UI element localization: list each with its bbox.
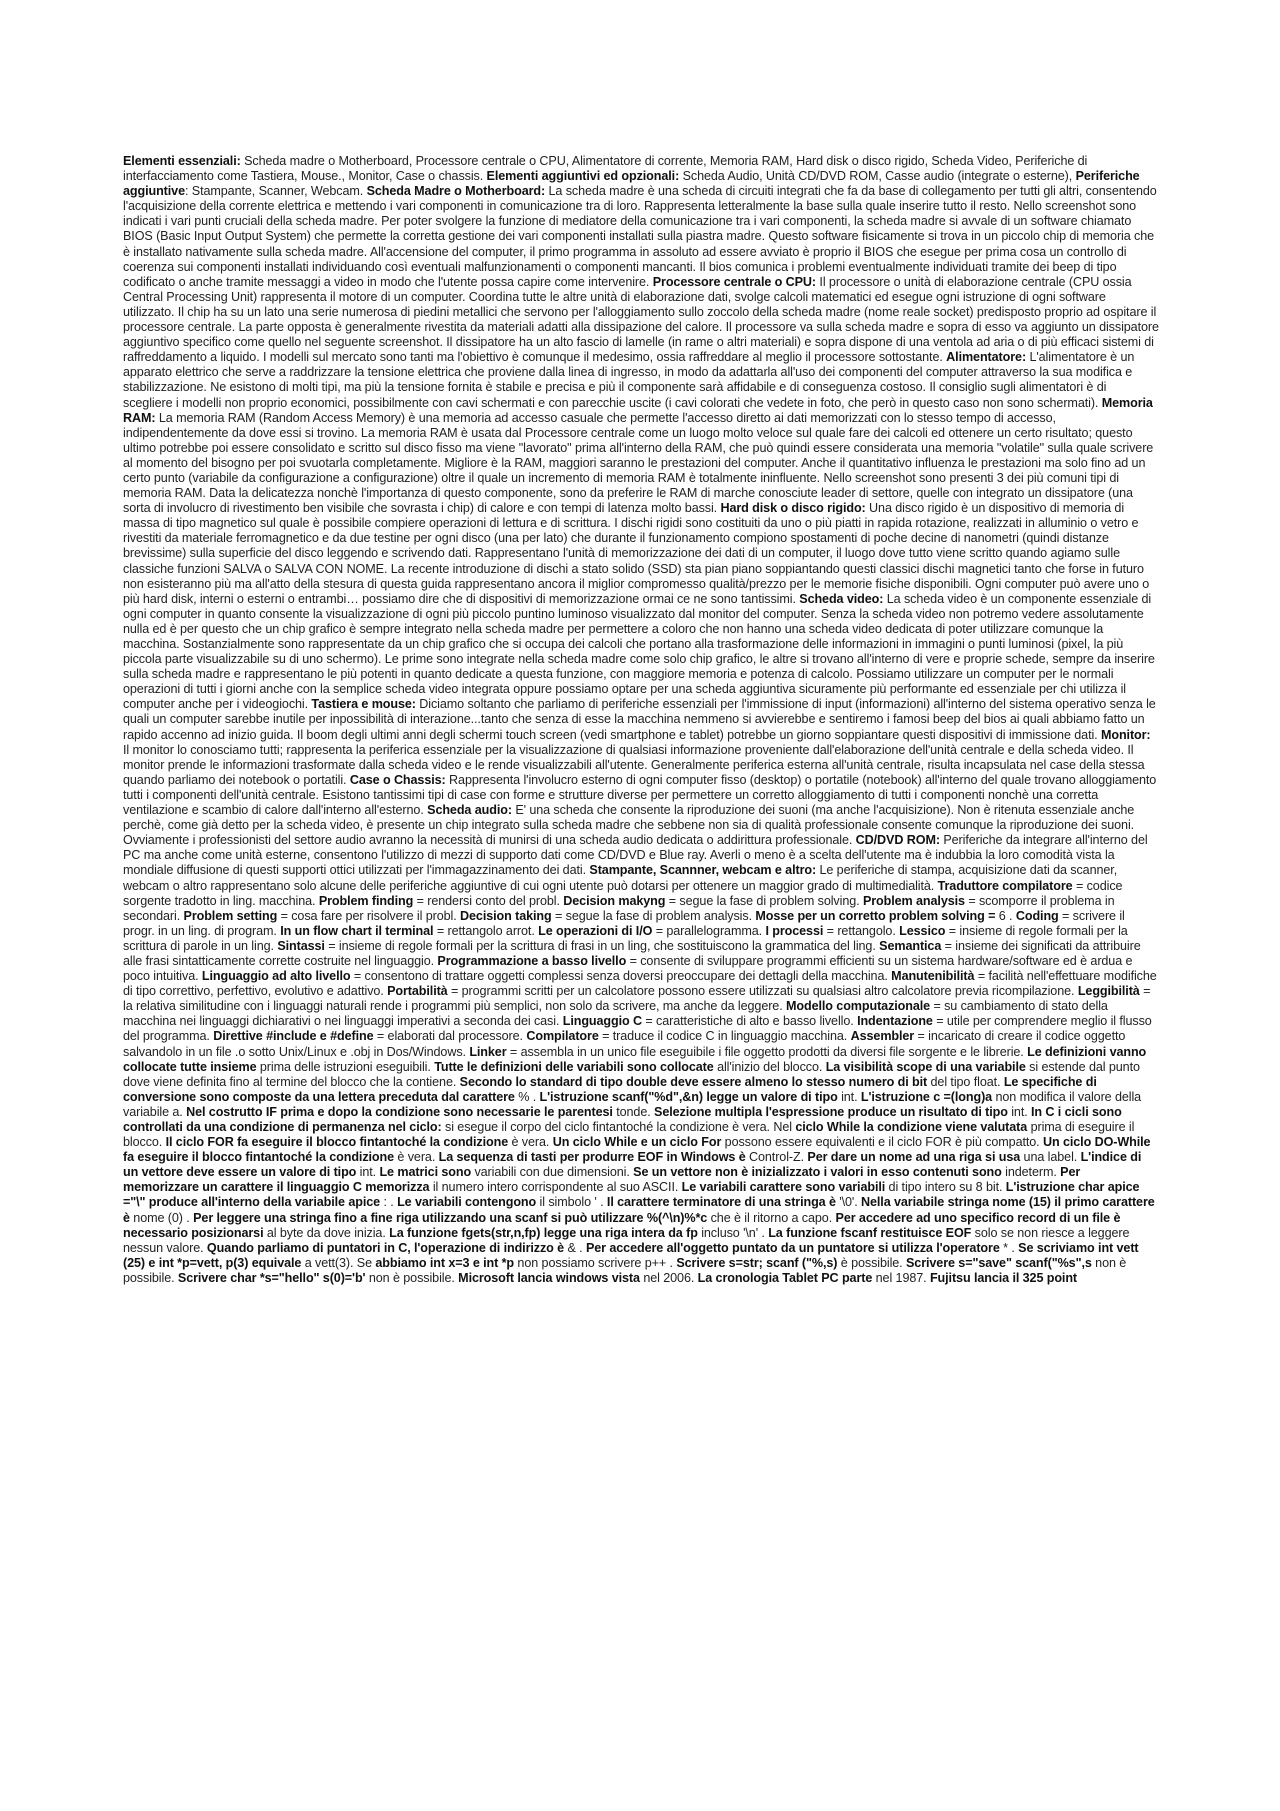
term-label: Le variabili contengono bbox=[397, 1195, 537, 1210]
body-text: Il monitor lo conosciamo tutti; rappresenta la periferica essenziale per la visualizzazione di qualsiasi informazione proveniente dall'elaborazione dell'unità centrale e della scheda video. Il monitor prende le informazioni trasformate dalla scheda video e le rende visualizzabili all'utente. Generalmente periferica esterna all'unità centrale, risulta incapsulata nel case della stessa quando parliamo dei notebook o portatili. bbox=[123, 742, 1145, 787]
body-text: Diciamo soltanto che parliamo di periferiche essenziali per l'immissione di input (informazioni) all'interno del sistema operativo senza le quali un computer sarebbe inutile per inpossibilità di interazione...tanto che senza di esse la macchina nemmeno si avvierebbe e sentiremo i famosi beep del bios ai quali abbiamo fatto un rapido accenno ad inizio guida. Il boom degli ultimi anni degli schermi touch screen (vedi smartphone e tablet) potrebbe un giorno soppiantare questi dispositivi di immissione dati. bbox=[123, 697, 1156, 742]
body-text: La scheda madre è una scheda di circuiti integrati che fa da base di collegamento per tutti gli altri, consentendo l'acquisizione della corrente elettrica e mettendo i vari componenti in comunicazione tra di loro. Rappresenta letteralmente la base sulla quale inserire tutto il resto. Nello screenshot sono indicati i vari punti cruciali della scheda madre. Per poter svolgere la funzione di mediatore della comunicazione tra i vari componenti, la scheda madre si avvale di un software chiamato BIOS (Basic Input Output System) che permette la corretta gestione dei vari componenti installati sulla piastra madre. Questo software fisicamente si trova in un piccolo chip di memoria che è installato nativamente sulla scheda madre. All'accensione del computer, il primo programma in assoluto ad essere avviato è proprio il BIOS che esegue per prima cosa un controllo di coerenza sui componenti installati individuando così eventuali malfunzionamenti o componenti mancanti. Il bios comunica i problemi eventualmente individuati tramite dei beep di tipo codificato o anche tramite messaggi a video in modo che l'utente possa capire come intervenire. bbox=[123, 184, 1157, 289]
term-label: In C i cicli sono controllati da una condizione di permanenza nel ciclo: bbox=[123, 1104, 1122, 1134]
body-text: = traduce il codice C in linguaggio macchina. bbox=[598, 1029, 851, 1044]
body-text: int. bbox=[1007, 1104, 1032, 1119]
term-label: La sequenza di tasti per produrre EOF in Windows è bbox=[438, 1150, 746, 1165]
term-label: Problem analysis bbox=[862, 893, 965, 908]
body-text: Rappresenta l'involucro esterno di ogni computer fisso (desktop) o portatile (notebook) all'interno del quale trovano alloggiamento tutti i componenti dell'unità centrale. Esistono tantissimi tipi di case con forme e strutture diverse per permettere un corretto alloggiamento di tutti i componenti nonchè una corretta ventilazione e scambio di calore dall'interno all'esterno. bbox=[123, 772, 1157, 818]
term-label: Coding bbox=[1015, 908, 1059, 923]
term-label: Scrivere s="save" scanf("%s",s bbox=[905, 1255, 1092, 1270]
body-text: all'inizio del blocco. bbox=[713, 1059, 826, 1074]
body-text: = rettangolo. bbox=[823, 923, 900, 938]
body-text: è vera. bbox=[508, 1135, 553, 1150]
body-text: Le periferiche di stampa, acquisizione dati da scanner, webcam o altro rappresentano solo alcune delle periferiche aggiuntive di cui ogni utente può dotarsi per ottenere un maggior grado di multimedialità. bbox=[123, 863, 1118, 893]
body-text: = insieme di regole formali per la scrittura di frasi in un ling, che sostituiscono la grammatica del ling. bbox=[324, 938, 880, 953]
body-text: il numero intero corrispondente al suo ASCII. bbox=[429, 1180, 682, 1195]
body-text: = cosa fare per risolvere il probl. bbox=[277, 908, 461, 923]
term-label: Per dare un nome ad una riga si usa bbox=[807, 1150, 1021, 1165]
term-label: Selezione multipla l'espressione produce un risultato di tipo bbox=[654, 1104, 1008, 1119]
body-text: int. bbox=[356, 1165, 380, 1180]
body-text: * . bbox=[999, 1240, 1019, 1255]
body-text: non è possibile. bbox=[365, 1270, 459, 1285]
body-text: prima delle istruzioni eseguibili. bbox=[256, 1059, 435, 1074]
term-label: Un ciclo DO-While fa eseguire il blocco fintantoché la condizione bbox=[123, 1135, 1151, 1165]
term-label: ciclo While la condizione viene valutata bbox=[795, 1120, 1028, 1134]
document-page bbox=[123, 154, 1159, 1286]
body-text: La scheda video è un componente essenziale di ogni computer in quanto consente la visualizzazione di ogni più piccolo puntino luminoso visualizzato dal monitor del computer. Senza la scheda video non potremo vedere assolutamente nulla ed è per questo che un chip grafico è sempre integrato nella scheda madre per permettere a coloro che non hanno una scheda video dedicata di poter utilizzare comunque la macchina. Sostanzialmente sono rappresentate da un chip grafico che si occupa dei calcoli che portano alla trasformazione delle informazioni in immagini o punti luminosi (pixel, la più piccola parte visualizzabile su di uno schermo). Le prime sono integrate nella scheda madre come solo chip grafico, le altre si trovano all'interno di vere e proprie schede, sempre da inserire sulla scheda madre e rappresentano le più potenti in quanto dedicate a questa funzione, con maggiore memoria e potenza di calcolo. Possiamo utilizzare un computer per le normali operazioni di tutti i giorni anche con la semplice scheda video integrata oppure possiamo optare per una scheda aggiuntiva sicuramente più performante ed essenziale per chi utilizza il computer anche per i videogiochi. bbox=[123, 591, 1155, 712]
body-text: = elaborati dal processore. bbox=[373, 1029, 527, 1044]
body-text: Scheda madre o Motherboard, Processore centrale o CPU, Alimentatore di corrente, Memoria RAM, Hard disk o disco rigido, Scheda Video, Periferiche di interfacciamento come Tastiera, Mouse., Monitor, Case o chassis. bbox=[123, 154, 1088, 184]
term-label: Linguaggio C bbox=[562, 1014, 642, 1029]
term-label: Tastiera e mouse: bbox=[311, 697, 416, 712]
term-label: Scrivere char *s="hello" s(0)='b' bbox=[177, 1270, 366, 1285]
term-label: abbiamo int x=3 e int *p bbox=[375, 1255, 515, 1270]
term-label: Nel costrutto IF prima e dopo la condizione sono necessarie le parentesi bbox=[186, 1104, 613, 1119]
term-label: Scrivere s=str; scanf ("%,s) bbox=[676, 1255, 838, 1270]
term-label: Alimentatore: bbox=[946, 350, 1027, 365]
term-label: Quando parliamo di puntatori in C, l'operazione di indirizzo è bbox=[206, 1240, 565, 1255]
term-label: Microsoft lancia windows vista bbox=[458, 1270, 640, 1285]
term-label: Un ciclo While e un ciclo For bbox=[552, 1135, 722, 1150]
term-label: La cronologia Tablet PC parte bbox=[697, 1270, 873, 1285]
term-label: Le matrici sono bbox=[379, 1165, 472, 1180]
body-text: = parallelogramma. bbox=[652, 923, 766, 938]
body-text: di tipo intero su 8 bit. bbox=[885, 1180, 1006, 1195]
body-text: incluso '\n' . bbox=[697, 1225, 769, 1240]
body-text: % . bbox=[514, 1089, 540, 1104]
term-label: Semantica bbox=[879, 938, 942, 953]
term-label: Memoria RAM: bbox=[123, 395, 1153, 425]
term-label: Lessico bbox=[899, 923, 946, 938]
term-label: Le specifiche di conversione sono composte da una lettera preceduta dal carattere bbox=[123, 1074, 1097, 1104]
body-text: La memoria RAM (Random Access Memory) è una memoria ad accesso casuale che permette l'accesso diretto ai dati memorizzati con lo stesso tempo di accesso, indipendentemente da dove essi si trovino. La memoria RAM è usata dal Processore centrale come un luogo molto veloce sul quale fare dei calcoli ed ottenere un certo risultato; questo ultimo potrebbe poi essere consolidato e scritto sul disco fisso ma viene "lavorato" prima all'interno della RAM, che può quindi essere considerata una memoria "volatile" sulla quale scrivere al momento del bisogno per poi svuotarla completamente. Migliore è la RAM, maggiori saranno le prestazioni del computer. Anche il quantitativo influenza le prestazioni ma solo fino ad un certo punto (variabile da configurazione a configurazione) oltre il quale un incremento di memoria RAM è totalmente ininfluente. Nello screenshot sono presenti 3 dei più comuni tipi di memoria RAM. Data la delicatezza nonchè l'importanza di questo componente, sono da preferire le RAM di marche conosciute leader di settore, quelle con integrato un dissipatore (una sorta di involucro di rivestimento ben visibile che sovrasta i chip) di calore e con tempi di latenza molto bassi. bbox=[123, 410, 1154, 516]
term-label: Decision taking bbox=[460, 908, 552, 923]
term-label: Elementi aggiuntivi ed opzionali: bbox=[486, 169, 680, 184]
body-text: nel 2006. bbox=[639, 1270, 698, 1285]
body-text: non possiamo scrivere p++ . bbox=[514, 1255, 677, 1270]
body-text: è vera. bbox=[394, 1150, 439, 1165]
term-label: La funzione fgets(str,n,fp) legge una riga intera da fp bbox=[389, 1225, 698, 1240]
body-text: = scomporre il problema in secondari. bbox=[123, 893, 1115, 923]
term-label: Assembler bbox=[850, 1029, 915, 1044]
term-label: Periferiche aggiuntive bbox=[123, 169, 1140, 199]
body-text: nome (0) . bbox=[129, 1210, 194, 1225]
body-text: = caratteristiche di alto e basso livello. bbox=[642, 1014, 858, 1029]
term-label: L'istruzione scanf("%d",&n) legge un valore di tipo bbox=[539, 1089, 838, 1104]
term-label: Le variabili carattere sono variabili bbox=[681, 1180, 886, 1195]
body-text: possono essere equivalenti e il ciclo FOR è più compatto. bbox=[721, 1135, 1043, 1150]
term-label: Se scriviamo int vett (25) e int *p=vett, p(3) equivale bbox=[123, 1240, 1139, 1270]
body-text: : . bbox=[380, 1195, 398, 1210]
term-label: Traduttore compilatore bbox=[937, 878, 1073, 893]
body-text: = segue la fase di problem analysis. bbox=[551, 908, 756, 923]
body-text: = insieme dei significati da attribuire alle frasi sintatticamente corrette costruite nel linguaggio. bbox=[123, 938, 1141, 968]
term-label: Sintassi bbox=[277, 938, 325, 953]
term-label: Problem setting bbox=[183, 908, 278, 923]
body-text: variabili con due dimensioni. bbox=[471, 1165, 634, 1180]
term-label: Monitor: bbox=[1100, 727, 1151, 742]
term-label: Leggibilità bbox=[1077, 984, 1140, 999]
body-text: il simbolo ' . bbox=[536, 1195, 607, 1210]
body-text: = rettangolo arrot. bbox=[433, 923, 539, 938]
body-text: = facilità nell'effettuare modifiche di tipo correttivo, perfettivo, evolutivo e adattivo. bbox=[123, 969, 1157, 999]
term-label: Problem finding bbox=[318, 893, 414, 908]
body-text: = incaricato di creare il codice oggetto salvandolo in un file .o sotto Unix/Linux e .obj in Dos/Windows. bbox=[123, 1029, 1126, 1059]
body-text: solo se non riesce a leggere nessun valore. bbox=[123, 1225, 1130, 1255]
body-text: non è possibile. bbox=[123, 1255, 1127, 1285]
body-text: non modifica il valore della variabile a. bbox=[123, 1089, 1142, 1119]
term-label: Linguaggio ad alto livello bbox=[201, 969, 351, 984]
term-label: Il ciclo FOR fa eseguire il blocco fintantoché la condizione bbox=[165, 1135, 509, 1150]
body-text: si estende dal punto dove viene definita fino al termine del blocco che la contiene. bbox=[123, 1059, 1140, 1089]
term-label: Portabilità bbox=[387, 984, 448, 999]
body-text: : Stampante, Scanner, Webcam. bbox=[184, 184, 367, 199]
body-text: = consentono di trattare oggetti complessi senza doversi preoccupare dei dettagli della macchina. bbox=[350, 969, 892, 984]
body-text: Control-Z. bbox=[745, 1150, 808, 1165]
body-text: Periferiche da integrare all'interno del PC ma anche come unità esterne, consentono l'utilizzo di mezzi di supporto dati come CD/DVD e Blue ray. Averli o meno è a scelta dell'utente ma è indubbia la loro comodità vista la mondiale diffusione di questi supporti ottici utilizzati per l'immagazzinamento dei dati. bbox=[123, 833, 1148, 878]
body-text: indeterm. bbox=[1001, 1165, 1061, 1180]
term-label: Programmazione a basso livello bbox=[437, 953, 627, 968]
term-label: Nella variabile stringa nome (15) il primo carattere è bbox=[123, 1195, 1155, 1225]
term-label: Le definizioni vanno collocate tutte insieme bbox=[123, 1044, 1147, 1074]
term-label: Mosse per un corretto problem solving = bbox=[755, 908, 996, 923]
term-label: Stampante, Scannner, webcam e altro: bbox=[589, 863, 817, 878]
body-text: = consente di sviluppare programmi efficienti su un sistema hardware/software ed è ardua e poco intuitiva. bbox=[123, 953, 1133, 984]
term-label: Scheda Madre o Motherboard: bbox=[366, 184, 546, 199]
term-label: In un flow chart il terminal bbox=[280, 923, 434, 938]
body-text: int. bbox=[837, 1089, 861, 1104]
body-text: Il processore o unità di elaborazione centrale (CPU ossia Central Processing Unit) rappresenta il motore di un computer. Coordina tutte le altre unità di elaborazione dati, svolge calcoli matematici ed esegue ogni istruzione di ogni software utilizzato. Il chip ha su un lato una serie numerosa di piedini metallici che servono per l'alloggiamento sullo zoccolo della scheda madre (nome reale socket) predisposto proprio ad ospitare il processore centrale. La parte opposta è generalmente rivestita da materiali adatti alla dissipazione del calore. Il processore va sulla scheda madre e sopra di esso va aggiunto un dissipatore aggiuntivo specifico come quello nel seguente screenshot. Il dissipatore ha un alto fascio di lamelle (in rame o altri materiali) e sopra dispone di una ventola ad aria o di più efficaci sistemi di raffreddamento a liquido. I modelli sul mercato sono tanti ma l'obiettivo è comunque il medesimo, ossia raffreddare al meglio il processore sottostante. bbox=[123, 274, 1159, 365]
term-label: Tutte le definizioni delle variabili sono collocate bbox=[434, 1059, 714, 1074]
body-text: = la relativa similitudine con i linguaggi naturali rende i programmi più semplici, non solo da scrivere, ma anche da leggere. bbox=[123, 984, 1151, 1014]
term-label: Direttive #include e #define bbox=[213, 1029, 374, 1044]
body-text: = programmi scritti per un calcolatore possono essere utilizzati su qualsiasi altro calcolatore previa ricompilazione. bbox=[447, 984, 1078, 999]
body-text: a vett(3). Se bbox=[301, 1255, 376, 1270]
body-text: che è il ritorno a capo. bbox=[707, 1210, 836, 1225]
term-label: Hard disk o disco rigido: bbox=[720, 501, 866, 516]
term-label: Compilatore bbox=[526, 1029, 599, 1044]
body-text: = scrivere il progr. in un ling. di program. bbox=[123, 908, 1125, 938]
body-text: = utile per comprendere meglio il flusso del programma. bbox=[123, 1014, 1152, 1044]
term-label: Scheda audio: bbox=[427, 803, 512, 818]
body-text: E' una scheda che consente la riproduzione dei suoni (ma anche l'acquisizione). Non è ritenuta essenziale anche perchè, come già detto per la scheda video, è presente un chip integrato sulla scheda madre che sebbene non sia di qualità professionale consente comunque la riproduzione dei suoni. Ovviamente i professionisti del settore audio avranno la necessità di munirsi di una scheda audio dedicata o addirittura professionale. bbox=[123, 803, 1135, 848]
body-text: Scheda Audio, Unità CD/DVD ROM, Casse audio (integrate o esterne), bbox=[679, 169, 1076, 184]
term-label: L'istruzione char apice ="\" produce all'interno della variabile apice bbox=[123, 1180, 1140, 1210]
term-label: Il carattere terminatore di una stringa è bbox=[606, 1195, 836, 1210]
term-label: I processi bbox=[765, 923, 824, 938]
term-label: Per accedere all'oggetto puntato da un puntatore si utilizza l'operatore bbox=[585, 1240, 1000, 1255]
body-text: si esegue il corpo del ciclo fintantoché la condizione è vera. Nel bbox=[441, 1120, 796, 1134]
body-text: del tipo float. bbox=[927, 1074, 1004, 1089]
body-text: = insieme di regole formali per la scrittura di parole in un ling. bbox=[123, 923, 1128, 953]
term-label: Processore centrale o CPU: bbox=[652, 274, 817, 289]
term-label: Decision makyng bbox=[563, 893, 666, 908]
term-label: Per memorizzare un carattere il linguaggio C memorizza bbox=[123, 1165, 1081, 1195]
term-label: La funzione fscanf restituisce EOF bbox=[768, 1225, 972, 1240]
body-text: '\0'. bbox=[835, 1195, 861, 1210]
body-text: nel 1987. bbox=[872, 1270, 930, 1285]
term-label: L'indice di un vettore deve essere un valore di tipo bbox=[123, 1150, 1142, 1180]
term-label: Modello computazionale bbox=[786, 999, 931, 1014]
body-text: prima di eseguire il blocco. bbox=[123, 1120, 1135, 1150]
body-text: al byte da dove inizia. bbox=[263, 1225, 390, 1240]
term-label: Per accedere ad uno specifico record di un file è necessario posizionarsi bbox=[123, 1210, 1121, 1240]
document-body-text bbox=[123, 154, 1159, 1286]
term-label: Se un vettore non è inizializzato i valori in esso contenuti sono bbox=[633, 1165, 1002, 1180]
body-text: = segue la fase di problem solving. bbox=[665, 893, 863, 908]
body-text: tonde. bbox=[612, 1104, 655, 1119]
term-label: Indentazione bbox=[857, 1014, 933, 1029]
body-text: & . bbox=[564, 1240, 586, 1255]
body-text: 6 . bbox=[995, 908, 1016, 923]
term-label: Elementi essenziali: bbox=[123, 154, 241, 168]
term-label: Scheda video: bbox=[799, 591, 884, 606]
body-text: una label. bbox=[1020, 1150, 1081, 1165]
term-label: Secondo lo standard di tipo double deve essere almeno lo stesso numero di bit bbox=[459, 1074, 928, 1089]
body-text: è possibile. bbox=[837, 1255, 906, 1270]
body-text: L'alimentatore è un apparato elettrico che serve a raddrizzare la tensione elettrica che proviene dalla linea di ingresso, in modo da adattarla all'uso dei componenti del computer attraverso la sua modifica e stabilizzazione. Ne esistono di molti tipi, ma più la tensione fornita è stabile e precisa e più il componente sarà affidabile e di conseguenza costoso. Il consiglio sugli alimentatori è di scegliere i modelli non proprio economici, possibilmente con cavi schermati e con parecchie uscite (i cavi colorati che vedete in foto, che però in questo caso non sono schermati). bbox=[123, 350, 1135, 410]
term-label: La visibilità scope di una variabile bbox=[825, 1059, 1026, 1074]
body-text: = codice sorgente tradotto in ling. macchina. bbox=[123, 878, 1123, 908]
term-label: Le operazioni di I/O bbox=[538, 923, 653, 938]
body-text: = su cambiamento di stato della macchina nei linguaggi dichiarativi o nei linguaggi imperativi a seconda dei casi. bbox=[123, 999, 1108, 1029]
body-text: Una disco rigido è un dispositivo di memoria di massa di tipo magnetico sul quale è possibile compiere operazioni di lettura e di scrittura. I dischi rigidi sono costituiti da uno o più piatti in rapida rotazione, realizzati in alluminio o vetro e rivestiti da materiale ferromagnetico e da due testine per ogni disco (una per lato) che durante il funzionamento compiono spostamenti di poche decine di nanometri (quindi distanze brevissime) sulla superficie del disco leggendo e scrivendo dati. Rappresentano l'unità di memorizzazione dei dati di un computer, il luogo dove tutto viene scritto quando agiamo sulle classiche funzioni SALVA o SALVA CON NOME. La recente introduzione di dischi a stato solido (SSD) sta pian piano soppiantando questi classici dischi magnetici tanto che forse in futuro non esisteranno più ma all'atto della stesura di questa guida rappresentano ancora il miglior compromesso qualità/prezzo per le memorie fisiche disponibili. Ogni computer può avere uno o più hard disk, interni o esterni o entrambi… possiamo dire che di dispositivi di memorizzazione ormai ce ne sono tantissimi. bbox=[123, 501, 1150, 606]
term-label: Per leggere una stringa fino a fine riga utilizzando una scanf si può utilizzare %(^\n)%*c bbox=[193, 1210, 708, 1225]
term-label: Case o Chassis: bbox=[349, 772, 446, 787]
term-label: L'istruzione c =(long)a bbox=[860, 1089, 993, 1104]
term-label: CD/DVD ROM: bbox=[855, 833, 940, 848]
body-text: = rendersi conto del probl. bbox=[413, 893, 564, 908]
term-label: Manutenibilità bbox=[891, 969, 975, 984]
term-label: Linker bbox=[469, 1044, 507, 1059]
term-label: Fujitsu lancia il 325 point bbox=[929, 1270, 1078, 1285]
body-text: = assembla in un unico file eseguibile i file oggetto prodotti da diversi file sorgente e le librerie. bbox=[506, 1044, 1028, 1059]
